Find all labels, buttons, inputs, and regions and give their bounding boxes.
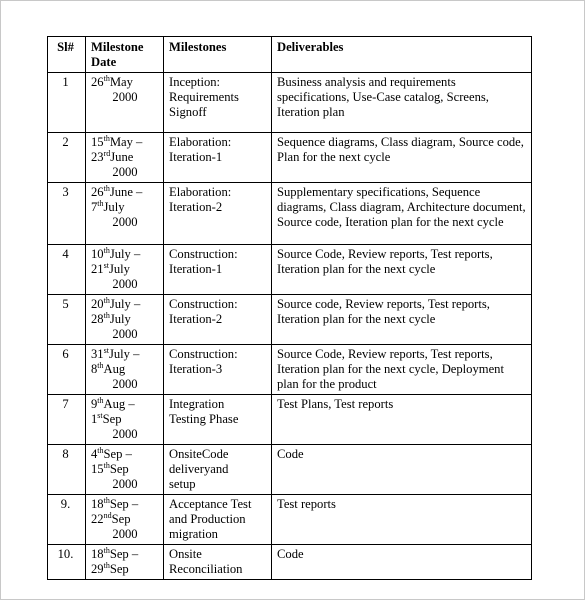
cell-sl: 8 (48, 445, 86, 495)
cell-deliverables: Code (272, 445, 532, 495)
cell-milestone (164, 445, 272, 495)
milestone-line: Iteration-2 (169, 312, 223, 326)
date-line: 1stSep (91, 411, 122, 426)
milestone-line: OnsiteCode (169, 447, 229, 461)
header-sl: Sl# (48, 37, 86, 73)
date-line: 10thJuly – (91, 246, 141, 261)
table-row (48, 545, 532, 580)
table-row (48, 73, 532, 133)
milestone-line: Elaboration: (169, 185, 232, 199)
milestone-line: Reconciliation (169, 562, 243, 576)
cell-deliverables: Source code, Review reports, Test reports, Iteration plan for the next cycle (272, 295, 532, 345)
date-line: 2000 (112, 165, 138, 179)
date-line: 15thSep (91, 461, 129, 476)
milestone-line: Acceptance Test (169, 497, 252, 511)
cell-milestone-date (86, 395, 164, 445)
cell-milestone-date (86, 445, 164, 495)
milestone-line: Construction: (169, 347, 238, 361)
cell-sl: 6 (48, 345, 86, 395)
date-line: 21stJuly (91, 261, 130, 276)
date-line: 2000 (112, 427, 138, 441)
cell-sl: 9. (48, 495, 86, 545)
date-line: 29thSep (91, 561, 129, 576)
cell-milestone-date (86, 295, 164, 345)
cell-sl: 3 (48, 183, 86, 245)
cell-milestone (164, 133, 272, 183)
date-line: 26thMay (91, 74, 133, 89)
milestone-line: Integration (169, 397, 225, 411)
date-line: 26thJune – (91, 184, 143, 199)
table-row (48, 295, 532, 345)
cell-sl: 1 (48, 73, 86, 133)
milestone-line: and Production (169, 512, 246, 526)
milestone-line: Inception: (169, 75, 221, 89)
date-line: 8thAug (91, 361, 126, 376)
table-row (48, 445, 532, 495)
milestone-line: Signoff (169, 105, 207, 119)
cell-sl: 2 (48, 133, 86, 183)
table-row (48, 183, 532, 245)
date-line: 2000 (112, 327, 138, 341)
cell-sl: 7 (48, 395, 86, 445)
date-line: 7thJuly (91, 199, 125, 214)
milestone-line: Construction: (169, 297, 238, 311)
milestone-line: Testing Phase (169, 412, 239, 426)
milestone-line: migration (169, 527, 218, 541)
cell-deliverables: Source Code, Review reports, Test reports, Iteration plan for the next cycle, Deployment plan for the product (272, 345, 532, 395)
cell-milestone (164, 545, 272, 580)
date-line: 2000 (112, 377, 138, 391)
date-line: 15thMay – (91, 134, 143, 149)
cell-deliverables: Source Code, Review reports, Test reports, Iteration plan for the next cycle (272, 245, 532, 295)
cell-milestone (164, 345, 272, 395)
cell-deliverables: Test reports (272, 495, 532, 545)
milestone-line: deliveryand (169, 462, 229, 476)
table-row (48, 245, 532, 295)
cell-deliverables: Business analysis and requirements specifications, Use-Case catalog, Screens, Iteration plan (272, 73, 532, 133)
header-deliverables: Deliverables (272, 37, 532, 73)
cell-milestone (164, 295, 272, 345)
cell-milestone (164, 395, 272, 445)
cell-milestone-date (86, 133, 164, 183)
date-line: 2000 (112, 90, 138, 104)
table-row (48, 133, 532, 183)
date-line: 20thJuly – (91, 296, 141, 311)
cell-deliverables: Test Plans, Test reports (272, 395, 532, 445)
milestone-line: Elaboration: (169, 135, 232, 149)
header-milestone-date: Milestone Date (86, 37, 164, 73)
cell-deliverables: Supplementary specifications, Sequence diagrams, Class diagram, Architecture document, Source code, Iteration plan for the next cycle (272, 183, 532, 245)
milestone-line: Iteration-3 (169, 362, 223, 376)
cell-milestone (164, 495, 272, 545)
cell-sl: 10. (48, 545, 86, 580)
table-row (48, 395, 532, 445)
milestone-line: Onsite (169, 547, 202, 561)
date-line: 23rdJune (91, 149, 134, 164)
cell-sl: 4 (48, 245, 86, 295)
cell-milestone (164, 73, 272, 133)
table-header-row (48, 37, 532, 73)
cell-milestone-date (86, 73, 164, 133)
cell-milestone-date (86, 495, 164, 545)
milestone-line: Requirements (169, 90, 239, 104)
date-line: 2000 (112, 527, 138, 541)
cell-milestone (164, 245, 272, 295)
date-line: 2000 (112, 477, 138, 491)
date-line: 22ndSep (91, 511, 131, 526)
cell-milestone-date (86, 345, 164, 395)
date-line: 9thAug – (91, 396, 135, 411)
cell-deliverables: Code (272, 545, 532, 580)
milestone-line: Iteration-1 (169, 262, 223, 276)
header-milestones: Milestones (164, 37, 272, 73)
date-line: 4thSep – (91, 446, 132, 461)
milestone-line: Construction: (169, 247, 238, 261)
date-line: 2000 (112, 277, 138, 291)
milestone-line: Iteration-1 (169, 150, 223, 164)
table-row (48, 495, 532, 545)
milestone-line: setup (169, 477, 196, 491)
table-row (48, 345, 532, 395)
date-line: 18thSep – (91, 546, 139, 561)
cell-milestone-date (86, 545, 164, 580)
date-line: 31stJuly – (91, 346, 140, 361)
cell-milestone-date (86, 245, 164, 295)
date-line: 2000 (112, 215, 138, 229)
cell-sl: 5 (48, 295, 86, 345)
milestone-table (47, 36, 532, 580)
cell-deliverables: Sequence diagrams, Class diagram, Source code, Plan for the next cycle (272, 133, 532, 183)
date-line: 18thSep – (91, 496, 139, 511)
cell-milestone-date (86, 183, 164, 245)
date-line: 28thJuly (91, 311, 131, 326)
cell-milestone (164, 183, 272, 245)
milestone-line: Iteration-2 (169, 200, 223, 214)
